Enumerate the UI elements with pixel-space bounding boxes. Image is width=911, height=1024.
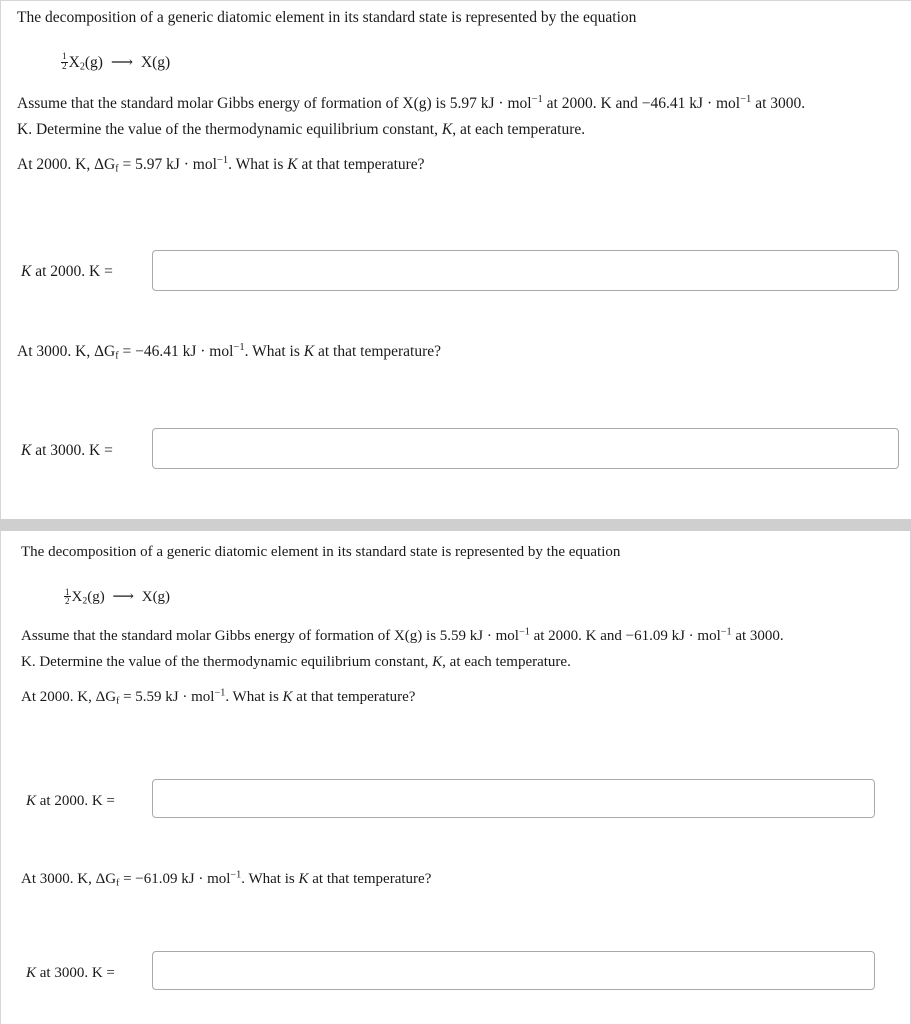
part-prompt-3000: At 3000. K, $\Delta G_f = -61.09$ kJ · mol$^{-1}$. What is K at that temperature?	[21, 869, 432, 889]
question-panel-2	[0, 531, 911, 1024]
question-intro: The decomposition of a generic diatomic element in its standard state is represented by the equation	[17, 9, 637, 26]
coefficient-fraction: $\frac{1}{2}$	[62, 52, 67, 72]
question-intro: The decomposition of a generic diatomic element in its standard state is represented by the equation	[21, 544, 621, 560]
answer-input-k-2000[interactable]	[152, 250, 899, 291]
reaction-arrow: ⟶	[112, 589, 134, 605]
assumption-line-1: Assume that the standard molar Gibbs energy of formation of X(g) is 5.97 kJ · mol$^{-1}$ at 2000. K and −46.41 kJ · mol$^{-1}$ at 3000.	[17, 94, 806, 112]
assumption-line-2: K. Determine the value of the thermodynamic equilibrium constant, K, at each temperature.	[21, 654, 571, 670]
answer-label-2000: K at 2000. K =	[21, 263, 113, 280]
assumption-line-2: K. Determine the value of the thermodynamic equilibrium constant, K, at each temperature.	[17, 121, 586, 138]
answer-label-3000: K at 3000. K =	[26, 965, 115, 981]
part-prompt-2000: At 2000. K, $\Delta G_f = 5.97$ kJ · mol$^{-1}$. What is K at that temperature?	[17, 155, 425, 175]
answer-label-3000: K at 3000. K =	[21, 442, 113, 459]
part-prompt-3000: At 3000. K, $\Delta G_f = -46.41$ kJ · mol$^{-1}$. What is K at that temperature?	[17, 342, 442, 362]
answer-input-k-3000[interactable]	[152, 951, 875, 990]
answer-input-k-2000[interactable]	[152, 779, 875, 818]
coefficient-fraction: $\frac{1}{2}$	[65, 586, 70, 607]
reaction-equation: $\frac{1}{2}$ $X_2(g)$ ⟶ X(g)	[62, 52, 171, 73]
reaction-arrow: ⟶	[110, 54, 134, 71]
panel-divider	[0, 519, 911, 531]
reaction-equation: $\frac{1}{2}$ $X_2(g)$ ⟶ X(g)	[65, 586, 171, 607]
assumption-line-1: Assume that the standard molar Gibbs energy of formation of X(g) is 5.59 kJ · mol$^{-1}$ at 2000. K and −61.09 kJ · mol$^{-1}$ at 3000.	[21, 626, 784, 644]
answer-label-2000: K at 2000. K =	[26, 793, 115, 809]
part-prompt-2000: At 2000. K, $\Delta G_f = 5.59$ kJ · mol$^{-1}$. What is K at that temperature?	[21, 687, 416, 707]
answer-input-k-3000[interactable]	[152, 428, 899, 469]
